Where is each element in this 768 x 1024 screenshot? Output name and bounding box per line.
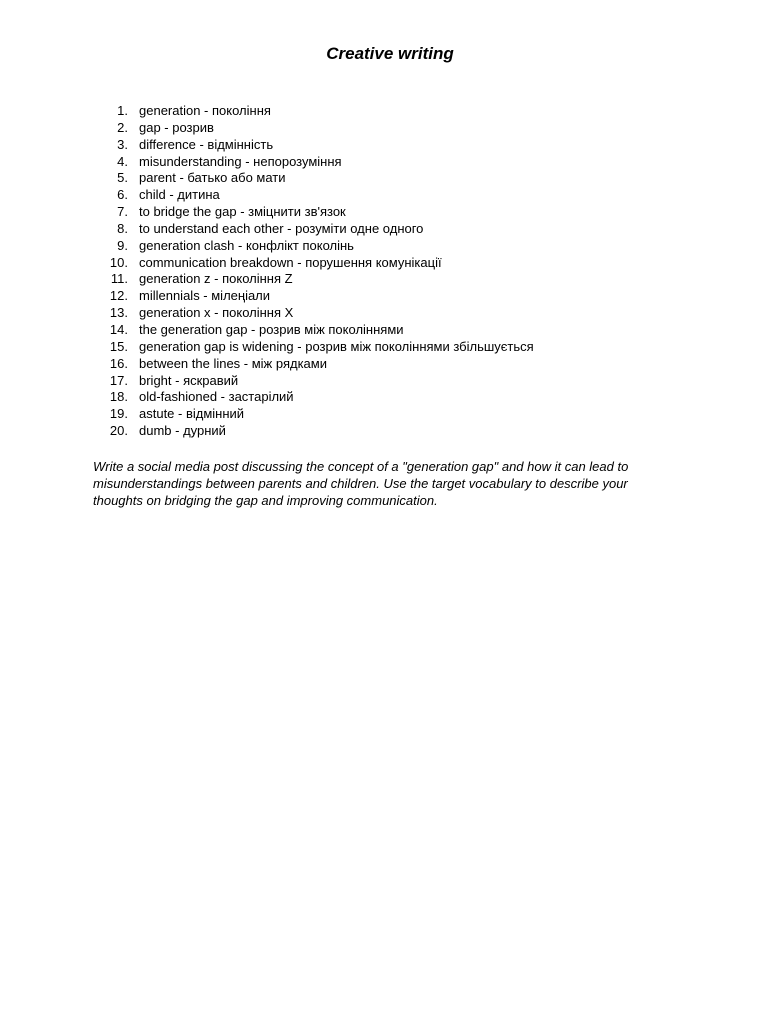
item-text: bright - яскравий: [139, 372, 239, 388]
item-number: 3.: [117, 136, 128, 152]
item-text: the generation gap - розрив між поколіннями: [139, 321, 404, 337]
item-number: 11.: [110, 271, 128, 287]
item-number: 15.: [109, 338, 128, 354]
item-text: to understand each other - розуміти одне одного: [139, 220, 424, 236]
item-text: generation z - покоління Z: [139, 271, 293, 287]
item-text: gap - розрив: [139, 119, 214, 135]
item-number: 5.: [117, 170, 128, 186]
item-text: generation clash - конфлікт поколінь: [139, 237, 354, 253]
item-number: 13.: [109, 305, 128, 321]
item-text: old-fashioned - застарілий: [139, 389, 294, 405]
item-text: misunderstanding - непорозуміння: [139, 153, 342, 169]
item-number: 1.: [117, 103, 128, 118]
item-text: communication breakdown - порушення комунікації: [139, 254, 442, 270]
item-text: difference - відмінність: [139, 136, 274, 152]
item-number: 14.: [109, 321, 128, 337]
item-text: generation - покоління: [139, 103, 271, 118]
item-number: 17.: [109, 372, 128, 388]
item-text: to bridge the gap - зміцнити зв'язок: [139, 204, 346, 220]
item-number: 16.: [109, 355, 128, 371]
item-text: millennials - мілеңіали: [139, 288, 271, 304]
item-number: 20.: [109, 423, 128, 439]
item-text: dumb - дурний: [139, 423, 226, 439]
item-number: 4.: [117, 153, 128, 169]
item-number: 10.: [109, 254, 128, 270]
item-text: generation gap is widening - розрив між поколіннями збільшується: [139, 338, 534, 354]
item-number: 12.: [109, 288, 128, 304]
item-text: child - дитина: [139, 187, 220, 203]
item-number: 19.: [109, 406, 128, 422]
item-number: 2.: [117, 119, 128, 135]
item-number: 6.: [117, 187, 128, 203]
item-number: 9.: [117, 237, 128, 253]
item-text: generation x - покоління X: [139, 305, 294, 321]
task-prompt: Write a social media post discussing the concept of a "generation gap" and how it can lead to misunderstandings between parents and children. Use the target vocabulary to describe your thoughts on bridging the gap and improving communication.: [93, 459, 629, 508]
item-number: 7.: [117, 204, 128, 220]
item-number: 8.: [117, 220, 128, 236]
item-text: astute - відмінний: [139, 406, 245, 422]
item-text: between the lines - між рядками: [139, 355, 327, 371]
item-number: 18.: [109, 389, 128, 405]
item-text: parent - батько або мати: [139, 170, 286, 186]
page-title: Creative writing: [326, 44, 454, 63]
